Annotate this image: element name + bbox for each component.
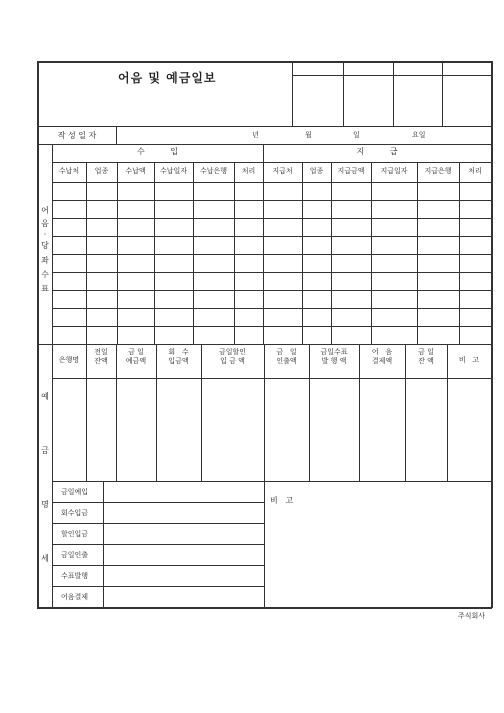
day-label: 일 [353, 131, 360, 139]
summary-item-label: 할인입금 [61, 530, 89, 538]
deposit-col-header: 전일 잔액 [94, 348, 108, 366]
payment-col-header: 업종 [309, 167, 324, 175]
month-label: 월 [305, 131, 312, 139]
table-row-line [52, 326, 491, 327]
deposit-label-divider [52, 344, 53, 607]
author-label: 작 성 일 자 [57, 131, 97, 140]
rcol-div [234, 162, 235, 344]
receipt-col-header: 업종 [94, 167, 109, 175]
deposit-col-header: 어 음 결제액 [371, 348, 393, 366]
rcol-div [117, 162, 118, 344]
payment-col-header: 지급은행 [424, 167, 452, 175]
summary-row-line [52, 565, 264, 566]
deposit-label-char: 세 [41, 554, 49, 563]
table-row-line [52, 218, 491, 219]
summary-item-label: 수표발행 [61, 572, 89, 580]
pcol-div [459, 162, 460, 344]
table-row-line [52, 290, 491, 291]
receipt-col-header: 수납처 [58, 167, 80, 175]
outer-bottom [37, 607, 492, 609]
receipts-header: 수 입 [137, 147, 178, 156]
deposit-col-header: 금일할인 입 금 액 [218, 348, 247, 366]
deposit-body-bottom [52, 481, 491, 482]
payment-col-header: 지급처 [272, 167, 293, 175]
deposit-col-header: 회 수 입금액 [168, 348, 189, 366]
table-row-line [52, 272, 491, 273]
table-row-line [52, 182, 491, 183]
bill-label-char: 표 [41, 284, 49, 293]
deposit-label-char: 금 [41, 446, 49, 455]
bill-label-char: · [43, 230, 47, 239]
summary-item-label: 어음결제 [61, 593, 89, 601]
payment-col-header: 지급일자 [380, 167, 408, 175]
rcol-div [86, 162, 87, 344]
pcol-div [302, 162, 303, 344]
payment-col-header: 처리 [468, 167, 482, 175]
payment-col-header: 지급금액 [337, 167, 365, 175]
approval-col-1 [343, 61, 344, 126]
summary-row-line [52, 586, 264, 587]
payments-header: 지 급 [356, 147, 398, 156]
table-row-line [52, 236, 491, 237]
pcol-div [371, 162, 372, 344]
table-row-line [52, 200, 491, 201]
bill-label-char: 수 [41, 270, 49, 279]
summary-remarks-divider [264, 481, 265, 607]
table-row-line [52, 308, 491, 309]
deposit-col-header: 금 일 예금액 [125, 348, 147, 366]
bill-label-char: 좌 [41, 256, 49, 265]
deposit-col-header: 금일수표 발 행 액 [320, 348, 348, 366]
summary-row-line [52, 523, 264, 524]
receipt-col-header: 수납일자 [159, 167, 188, 175]
author-row-top [37, 126, 492, 127]
outer-top [37, 61, 492, 63]
approval-divider [292, 61, 293, 126]
bill-label-char: 어 [41, 206, 49, 215]
company-label: 주식회사 [458, 612, 486, 620]
pcol-div [331, 162, 332, 344]
summary-item-label: 회수입금 [61, 509, 89, 517]
bill-label-char: 음 [41, 219, 49, 228]
year-label: 년 [252, 131, 259, 139]
approval-header-line [292, 75, 491, 76]
receipt-col-header: 수납액 [125, 167, 146, 175]
remarks-label: 비 고 [270, 496, 294, 505]
author-row-bottom [37, 144, 492, 145]
rcol-div [193, 162, 194, 344]
deposit-header-line [52, 378, 491, 379]
weekday-label: 요일 [412, 131, 426, 139]
deposit-col-header: 비 고 [458, 356, 480, 364]
summary-row-line [52, 502, 264, 503]
rcol-div [154, 162, 155, 344]
receipt-col-header: 수납은행 [199, 167, 228, 175]
deposit-col-header: 금 일 인출액 [276, 348, 297, 366]
approval-col-2 [393, 61, 394, 126]
page-title: 어음 및 예금일보 [118, 71, 217, 85]
summary-item-label: 금일예입 [61, 488, 89, 496]
receipt-col-header: 처리 [241, 167, 256, 175]
author-label-divider [116, 126, 117, 144]
deposit-col-header: 금 일 잔 액 [418, 348, 434, 366]
deposit-label-char: 명 [41, 500, 49, 509]
summary-row-line [52, 544, 264, 545]
table-row-line [52, 254, 491, 255]
bill-label-char: 당 [41, 241, 49, 250]
deposit-col-header: 은행명 [58, 356, 80, 364]
summary-item-label: 금일인출 [61, 551, 89, 559]
pcol-div [417, 162, 418, 344]
deposit-label-char: 예 [41, 392, 49, 401]
approval-col-3 [442, 61, 443, 126]
